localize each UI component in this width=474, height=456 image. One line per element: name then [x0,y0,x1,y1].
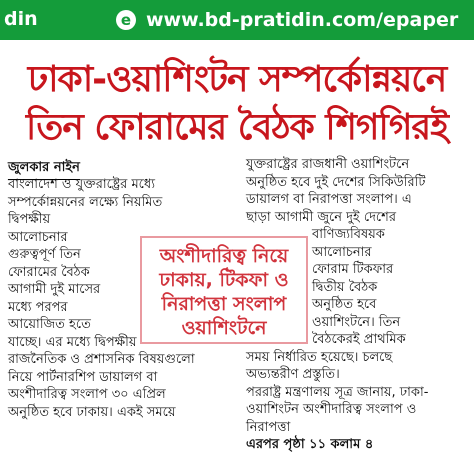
body-line: ফোরাম টিকফার [312,262,394,277]
pull-quote-line: ঢাকায়, টিকফা ও [159,269,289,291]
pull-quote-line: নিরাপত্তা সংলাপ [161,293,287,315]
body-line: ওয়াশিংটনে। তিন [312,314,401,330]
body-line: ডায়ালগ বা নিরাপত্তা সংলাপ। এ [246,192,412,207]
body-line: আলোচনার [312,244,372,260]
body-line: সম্পর্কোন্নয়নের লক্ষ্যে নিয়মিত [8,194,163,210]
body-line: অনুষ্ঠিত হবে দুই দেশের সিকিউরিটি [246,174,426,190]
body-line: মধ্যে পরপর [8,299,68,315]
body-line: দ্বিতীয় বৈঠক [312,279,378,295]
body-line: আগামী দুই মাসের [8,282,101,297]
body-line: দ্বিপক্ষীয় [8,212,51,227]
body-line: ওয়াশিংটন অংশীদারিত্ব সংলাপ ও [246,402,417,417]
body-line: সময় নির্ধারিত হয়েছে। চলছে [246,349,393,365]
body-line: অনুষ্ঠিত হবে [312,297,377,312]
body-line: অভ্যন্তরীণ প্রস্তুতি। [246,367,340,382]
banner-left-text: din [4,8,38,30]
body-line: অংশীদারিত্ব সংলাপ ৩০ এপ্রিল [8,387,166,402]
body-line: যাচ্ছে। এর মধ্যে দ্বিপক্ষীয় [8,334,137,350]
body-line: ছাড়া আগামী জুনে দুই দেশের [246,209,396,225]
epaper-banner [0,0,474,40]
body-line: বাণিজ্যবিষয়ক [312,227,385,242]
body-line: রাজনৈতিক ও প্রশাসনিক বিষয়গুলো [8,352,195,367]
byline: জুলকার নাইন [8,158,80,180]
body-line: নিরাপত্তা [246,419,291,435]
body-line: বৈঠকেরই প্রাথমিক [312,332,406,347]
headline-line-1: ঢাকা-ওয়াশিংটন সম্পর্কোন্নয়নে [27,59,447,100]
pull-quote [140,236,308,344]
banner-url[interactable]: www.bd-pratidin.com/epaper [146,9,459,31]
body-line: গুরুত্বপূর্ণ তিন [8,247,81,262]
body-line: আয়োজিত হতে [8,317,91,332]
body-line: আলোচনার [8,229,68,245]
continuation-note: এরপর পৃষ্ঠা ১১ কলাম ৪ [246,437,374,452]
pull-quote-line: ওয়াশিংটনে [181,317,267,339]
headline-line-2: তিন ফোরামের বৈঠক শিগগিরই [26,107,448,148]
body-line: যুক্তরাষ্ট্রের রাজধানী ওয়াশিংটনে [246,157,410,172]
body-line: বাংলাদেশ ও যুক্তরাষ্ট্রের মধ্যে [8,177,155,192]
pull-quote-line: অংশীদারিত্ব নিয়ে [159,245,289,267]
body-line: ফোরামের বৈঠক [8,264,90,280]
body-line: অনুষ্ঠিত হবে ঢাকায়। একই সময়ে [8,404,176,420]
body-line: পররাষ্ট্র মন্ত্রণালয় সূত্র জানায়, ঢাকা- [246,384,429,400]
body-line: নিয়ে পার্টনারশিপ ডায়ালগ বা [8,369,158,385]
e-paper-icon: e [116,10,136,30]
